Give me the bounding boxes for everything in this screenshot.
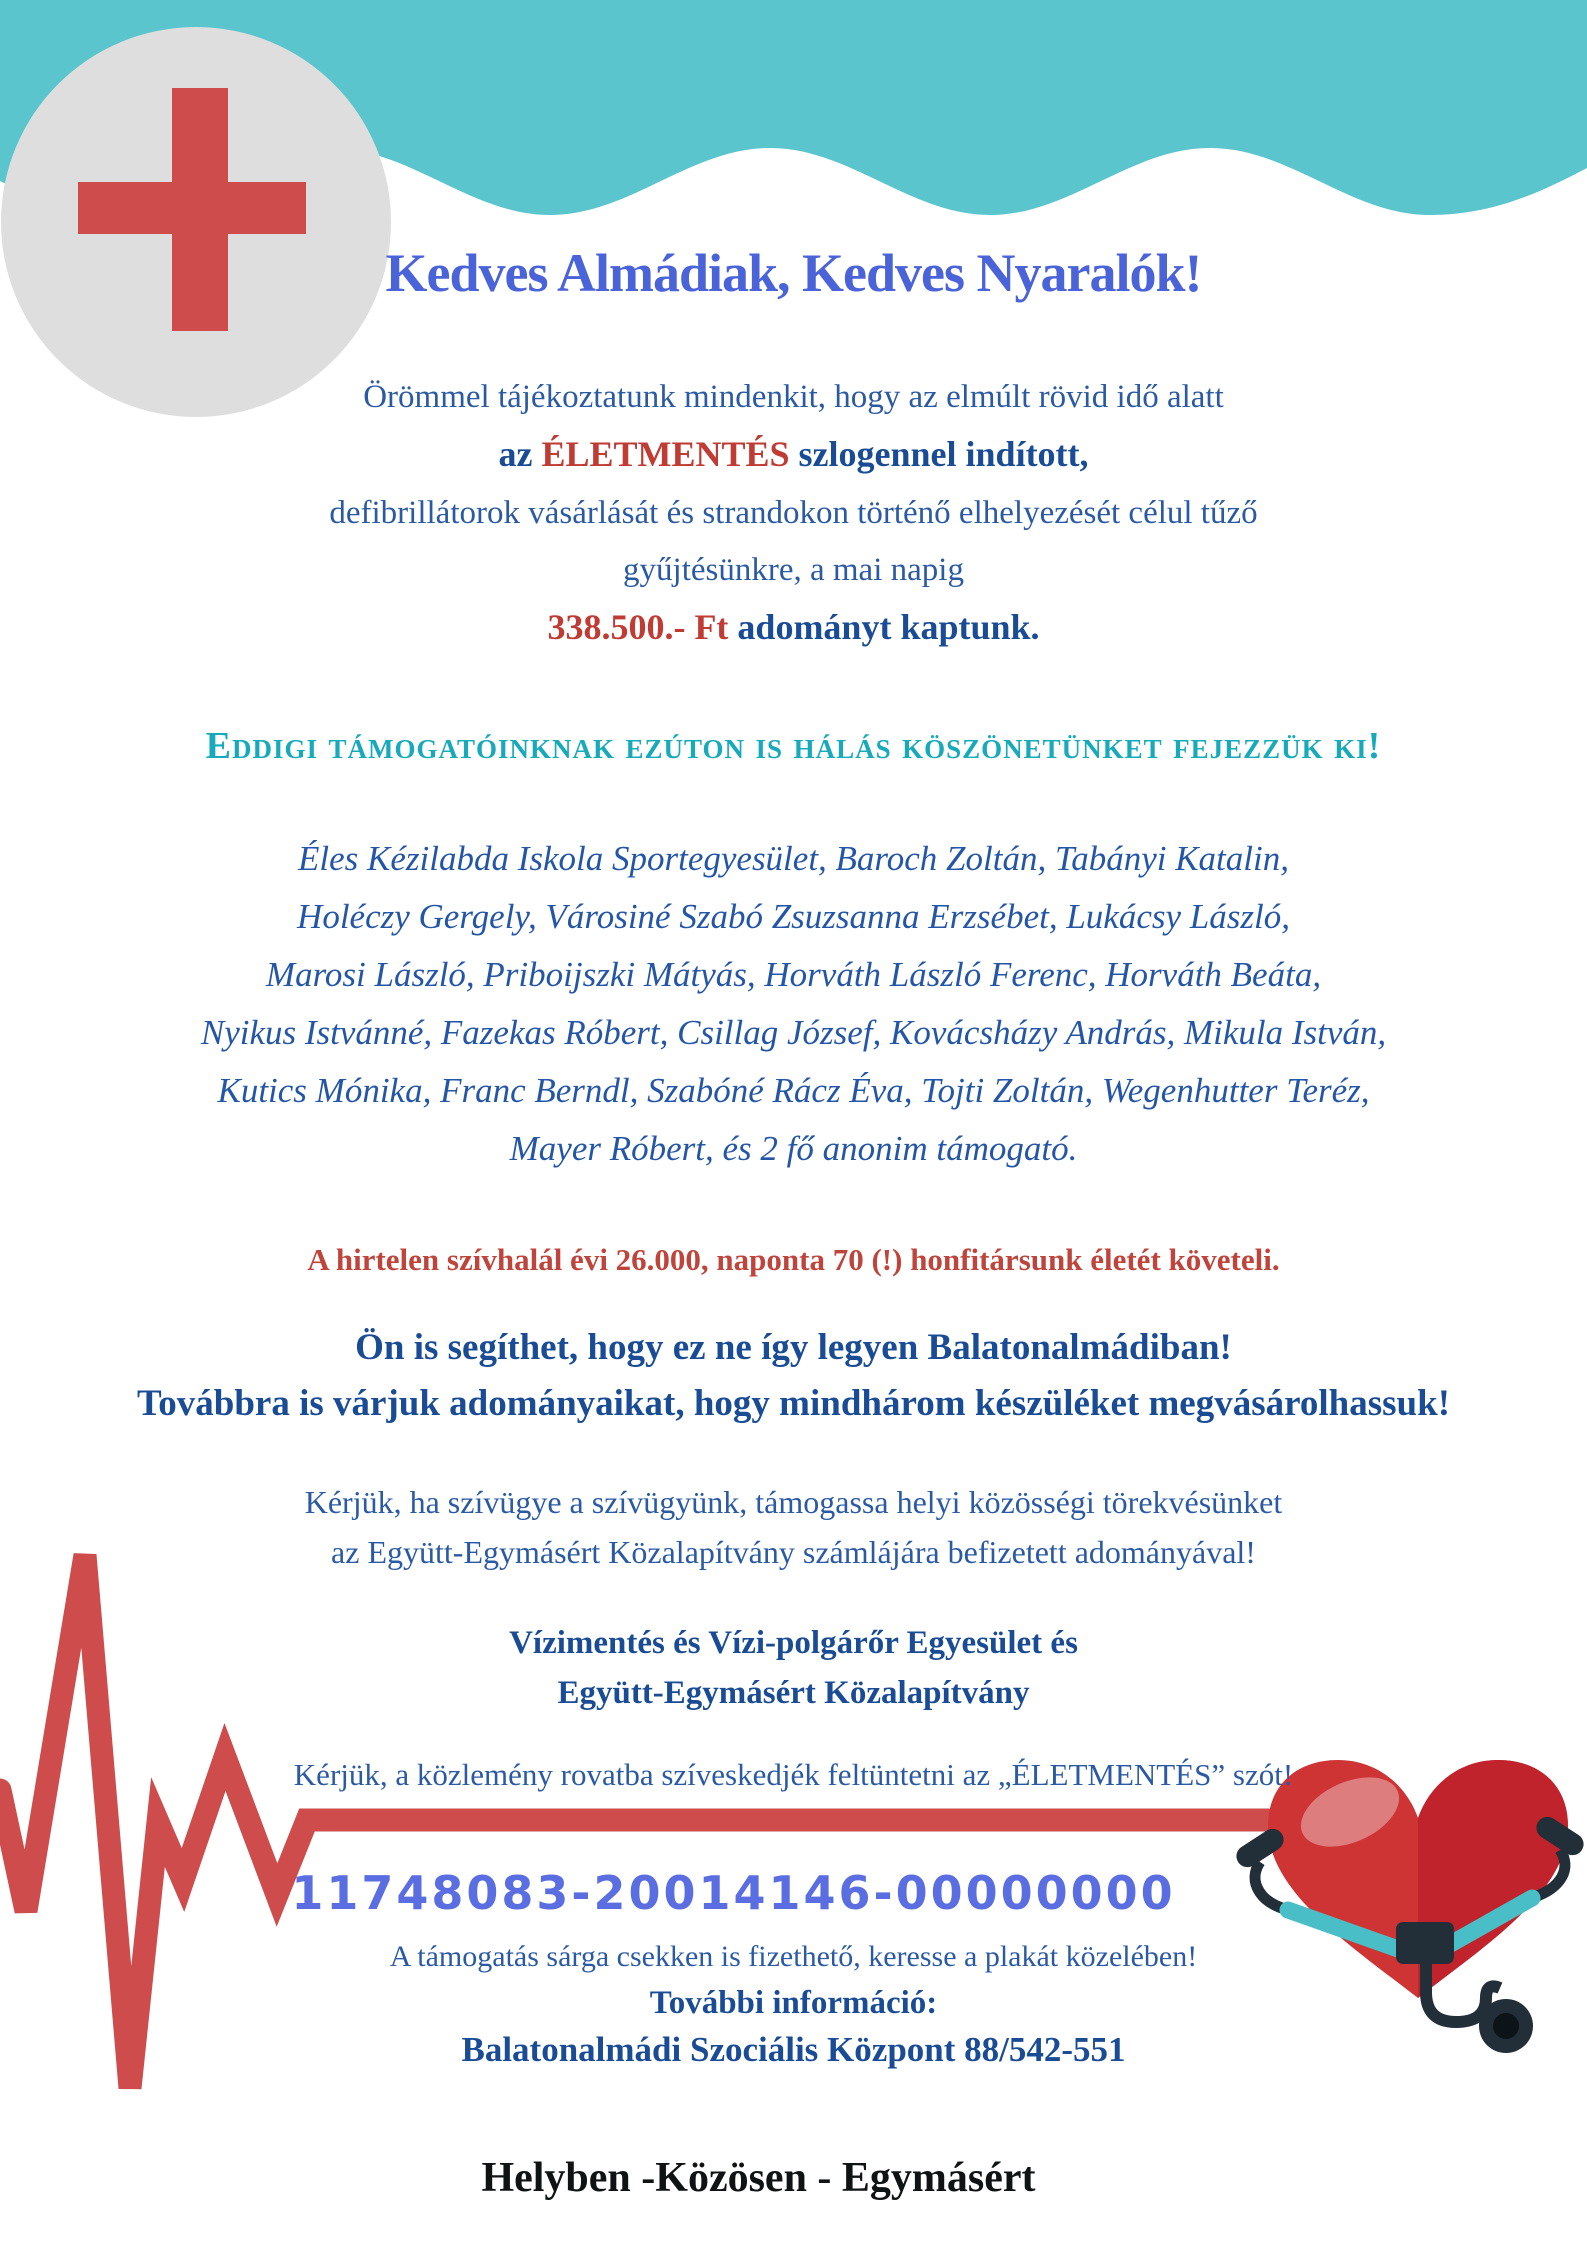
supporters-list	[0, 830, 1587, 1178]
footer-slogan: Helyben -Közösen - Egymásért	[481, 2155, 1036, 2201]
thanks-heading: Eddigi támogatóinknak ezúton is hálás köszönetünket fejezzük ki!	[205, 725, 1382, 767]
contact-info: Balatonalmádi Szociális Központ 88/542-551	[461, 2030, 1126, 2069]
intro-line-2-suffix: szlogennel indított,	[789, 434, 1089, 474]
payment-note: A támogatás sárga csekken is fizethető, keresse a plakát közelében!	[389, 1940, 1198, 1973]
appeal-line-1: Ön is segíthet, hogy ez ne így legyen Balatonalmádiban!	[355, 1327, 1232, 1368]
request-line-1: Kérjük, ha szívügye a szívügyünk, támogassa helyi közösségi törekvésünket	[304, 1484, 1283, 1520]
supporters-line: Mayer Róbert, és 2 fő anonim támogató.	[509, 1129, 1078, 1168]
intro-line-3: defibrillátorok vásárlását és strandokon történő elhelyezését célul tűző	[329, 495, 1258, 531]
supporters-line: Holéczy Gergely, Városiné Szabó Zsuzsanna Erzsébet, Lukácsy László,	[297, 897, 1290, 936]
intro-line-5-suffix: adományt kaptunk.	[728, 607, 1040, 647]
bank-account-number: 11748083-20014146-00000000	[291, 1866, 1176, 1920]
intro-paragraph	[0, 369, 1587, 658]
intro-line-4: gyűjtésünkre, a mai napig	[623, 552, 964, 588]
organization-name-2: Együtt-Egymásért Közalapítvány	[557, 1675, 1030, 1711]
intro-line-2-prefix: az	[498, 434, 542, 474]
supporters-line: Marosi László, Priboijszki Mátyás, Horváth László Ferenc, Horváth Beáta,	[265, 955, 1322, 994]
organization-name-1: Vízimentés és Vízi-polgárőr Egyesület és	[509, 1625, 1078, 1661]
more-info-label: További információ:	[649, 1985, 938, 2021]
request-line-2: az Együtt-Egymásért Közalapítvány számlájára befizetett adományával!	[331, 1534, 1256, 1570]
supporters-line: Éles Kézilabda Iskola Sportegyesület, Baroch Zoltán, Tabányi Katalin,	[298, 839, 1289, 878]
transfer-note: Kérjük, a közlemény rovatba szíveskedjék feltüntetni az „ÉLETMENTÉS” szót!	[293, 1757, 1294, 1792]
intro-line-1: Örömmel tájékoztatunk mindenkit, hogy az elmúlt rövid idő alatt	[363, 379, 1224, 415]
medical-cross-icon	[1, 27, 391, 417]
supporters-line: Kutics Mónika, Franc Berndl, Szabóné Rácz Éva, Tojti Zoltán, Wegenhutter Teréz,	[217, 1071, 1370, 1110]
donation-amount: 338.500.- Ft	[547, 607, 729, 647]
poster-title: Kedves Almádiak, Kedves Nyaralók!	[385, 243, 1202, 303]
intro-line-2	[0, 426, 1587, 485]
intro-line-5	[0, 599, 1587, 658]
supporters-line: Nyikus Istvánné, Fazekas Róbert, Csillag József, Kovácsházy András, Mikula István,	[200, 1013, 1387, 1052]
donation-request-block	[0, 1477, 1587, 1577]
organizations-block	[0, 1618, 1587, 1718]
appeal-block	[0, 1320, 1587, 1432]
heart-death-statistic: A hirtelen szívhalál évi 26.000, naponta 70 (!) honfitársunk életét követeli.	[307, 1242, 1280, 1277]
appeal-line-2: Továbbra is várjuk adományaikat, hogy mindhárom készüléket megvásárolhassuk!	[136, 1383, 1451, 1424]
campaign-slogan: ÉLETMENTÉS	[541, 434, 790, 474]
